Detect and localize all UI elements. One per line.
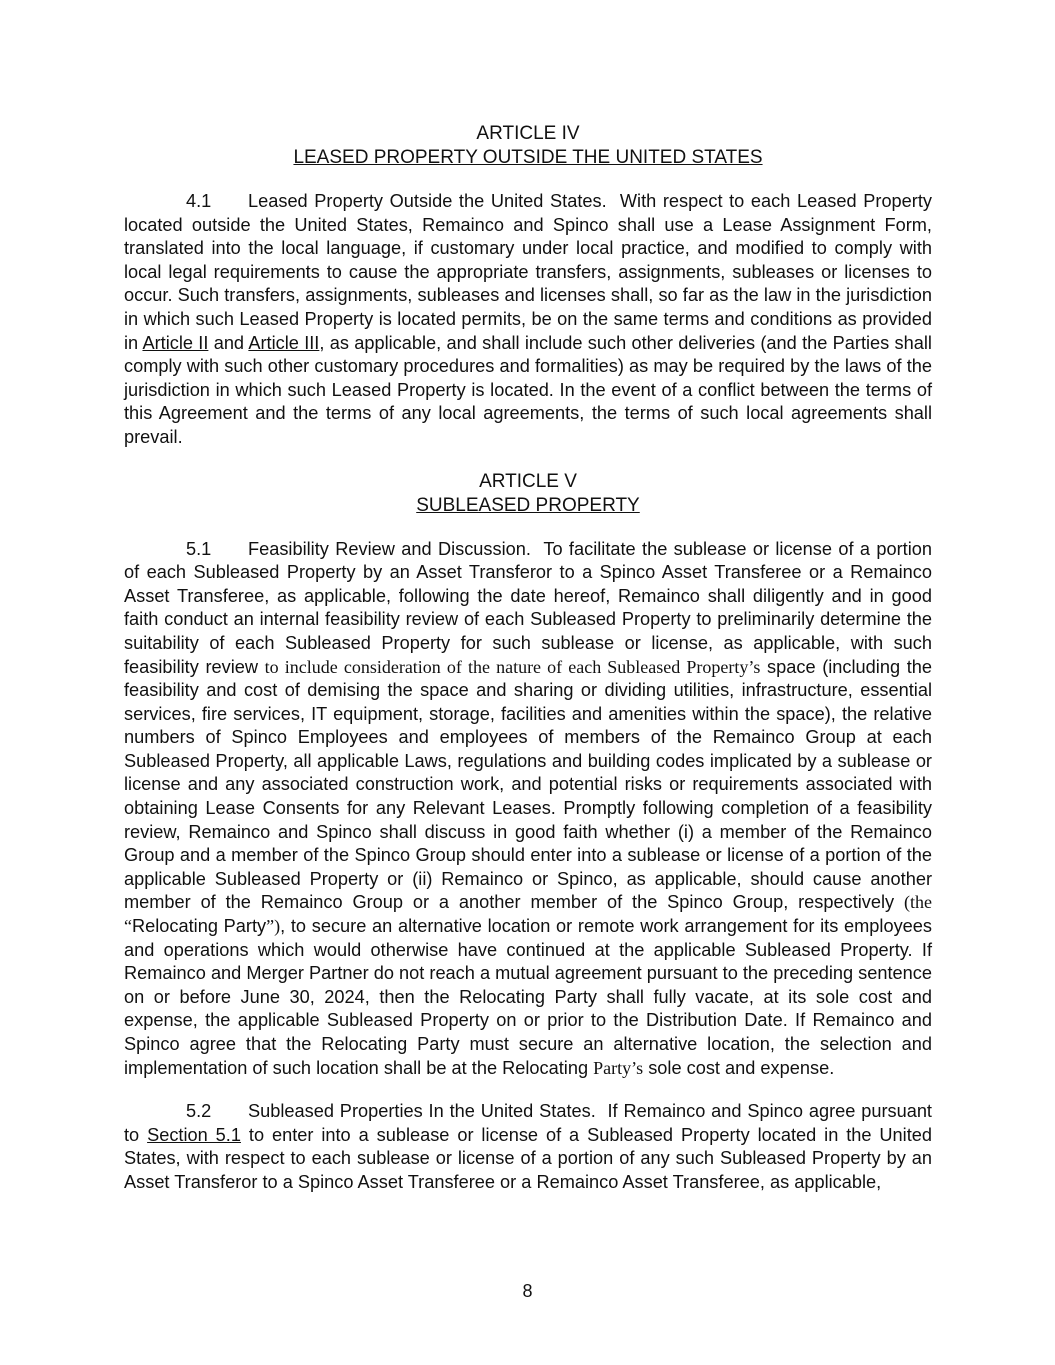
section-5-1-reference: Section 5.1 [147,1124,241,1145]
section-5-2 [124,1100,932,1194]
article-title: SUBLEASED PROPERTY [416,494,640,516]
article-iv [124,122,932,170]
article-heading: ARTICLE V [479,470,577,492]
section-number: 5.2 [186,1101,212,1122]
section-text: With respect to each Leased Property located outside the United States, Remainco and Spinco shall use a Lease Assignment Form, translated into the local language, if customary under local practice, and modified to comply with local legal requirements to cause the appropriate transfers, assignments, subleases or licenses to occur. Such transfers, assignments, subleases and licenses shall, so far as the law in the jurisdiction in which such Leased Property is located permits, be on the same terms and conditions as provided in [124,191,932,353]
section-text: To facilitate the sublease or license of a portion of each Subleased Property by an Asset Transferor to a Spinco Asset Transferee or a Remainco Asset Transferee, as applicable, following the date hereof, Remainco shall diligently and in good faith conduct an internal feasibility review of each Subleased Property to preliminarily determine the suitability of each Subleased Property for such sublease or license, as applicable, with such feasibility review [124,538,932,677]
section-4-1 [124,190,932,450]
article-v [124,470,932,518]
section-caption: Subleased Properties In the United States. [248,1101,596,1122]
section-text: If Remainco and Spinco agree pursuant to [124,1101,932,1145]
section-text: , as applicable, and shall include such other deliveries (and the Parties shall comply with such other customary procedures and formalities) as may be required by the laws of the jurisdiction in which such Leased Property is located. In the event of a conflict between the terms of this Agreement and the terms of any local agreements, the terms of such local agreements shall prevail. [124,332,932,447]
section-text: space (including the feasibility and cost of demising the space and sharing or dividing utilities, infrastructure, essential services, fire services, IT equipment, storage, facilities and amenities within the space), the relative numbers of Spinco Employees and employees of members of the Remainco Group at each Subleased Property, all applicable Laws, regulations and building codes implicated by a sublease or license and any associated construction work, and potential risks or requirements associated with obtaining Lease Consents for any Relevant Leases. Promptly following completion of a feasibility review, Remainco and Spinco shall discuss in good faith whether (i) a member of the Remainco Group and a member of the Spinco Group should enter into a sublease or license of a portion of the applicable Subleased Property or (ii) Remainco or Spinco, as applicable, should cause another member of the Remainco Group or a another member of the Spinco Group, respectively [124,656,932,913]
page-number: 8 [522,1281,533,1301]
defined-term: Relocating Party [132,916,267,937]
section-number: 4.1 [186,191,212,211]
section-caption: Feasibility Review and Discussion. [248,538,531,559]
article-iii-reference: Article III [248,332,320,353]
section-text: to include consideration of the nature of each Subleased Property’s [264,656,761,677]
article-title: LEASED PROPERTY OUTSIDE THE UNITED STATES [293,147,763,168]
article-heading: ARTICLE IV [476,123,580,144]
section-number: 5.1 [186,538,212,559]
section-text: sole cost and expense. [648,1057,835,1078]
section-text: and [213,332,245,353]
article-ii-reference: Article II [142,332,209,353]
section-5-1 [124,538,932,1081]
section-text: (the “ [124,892,932,937]
section-text: , to secure an alternative location or remote work arrangement for its employees and operations which would otherwise have continued at the applicable Subleased Property. If Remainco and Merger Partner do not reach a mutual agreement pursuant to the preceding sentence on or before June 30, 2024, then the Relocating Party shall fully vacate, at its sole cost and expense, the applicable Subleased Property on or prior to the Distribution Date. If Remainco and Spinco agree that the Relocating Party must secure an alternative location, the selection and implementation of such location shall be at the Relocating [124,916,932,1078]
section-caption: Leased Property Outside the United States. [248,191,607,211]
document-page [124,122,932,1215]
section-text: Party’s [593,1057,644,1078]
section-text: to enter into a sublease or license of a Subleased Property located in the United States, with respect to each sublease or license of a portion of any such Subleased Property by an Asset Transferor to a Spinco Asset Transferee or a Remainco Asset Transferee, as applicable, [124,1124,933,1192]
section-text: ”) [266,916,281,937]
